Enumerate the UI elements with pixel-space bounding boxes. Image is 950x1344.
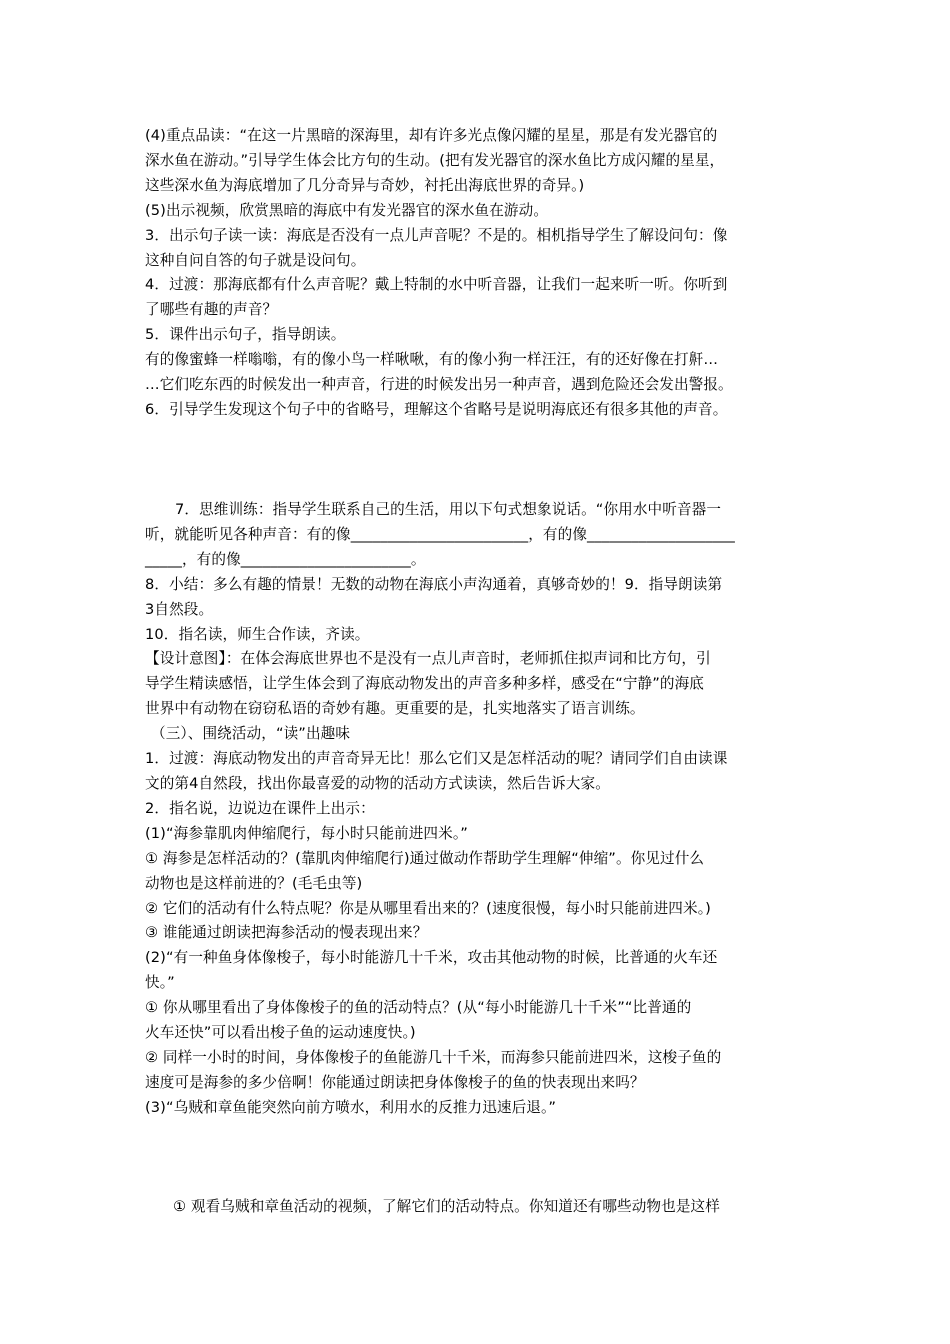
text-line: (2)“有一种鱼身体像梭子，每小时能游几十千米，攻击其他动物的时候，比普通的火车还 [145,949,718,967]
text-line: 文的第4自然段，找出你最喜爱的动物的活动方式读读，然后告诉大家。 [145,774,610,792]
text-line: (5)出示视频，欣赏黑暗的海底中有发光器官的深水鱼在游动。 [145,201,549,219]
text-line: 了哪些有趣的声音？ [145,301,278,319]
text-line: (3)“乌贼和章鱼能突然向前方喷水，利用水的反推力迅速后退。” [145,1098,557,1116]
text-line: 深水鱼在游动。”引导学生体会比方句的生动。(把有发光器官的深水鱼比方成闪耀的星星， [145,151,725,169]
text-line: _____，有的像_______________________。 [145,550,426,568]
text-line: 3．出示句子读一读：海底是否没有一点儿声音呢？不是的。相机指导学生了解设问句：像 [145,226,728,244]
text-line: (4)重点品读：“在这一片黑暗的深海里，却有许多光点像闪耀的星星，那是有发光器官的 [145,127,718,144]
text-line: 1．过渡：海底动物发出的声音奇异无比！那么它们又是怎样活动的呢？请同学们自由读课 [145,750,728,768]
text-line: …它们吃东西的时候发出一种声音，行进的时候发出另一种声音，遇到危险还会发出警报。 [145,376,733,394]
text-line: 这种自问自答的句子就是设问句。 [145,251,366,269]
text-block-1 [145,124,815,423]
text-line: 5．课件出示句子，指导朗读。 [145,326,346,344]
text-line: 火车还快”可以看出梭子鱼的运动速度快。) [145,1024,416,1042]
text-line: 有的像蜜蜂一样嗡嗡，有的像小鸟一样啾啾，有的像小狗一样汪汪，有的还好像在打鼾… [145,351,719,369]
text-line: (1)“海参靠肌肉伸缩爬行，每小时只能前进四米。” [145,824,468,842]
text-line: 动物也是这样前进的？(毛毛虫等) [145,874,363,892]
text-line: 10．指名读，师生合作读，齐读。 [145,625,370,643]
text-line: ① 你从哪里看出了身体像梭子的鱼的活动特点？(从“每小时能游几十千米”“比普通的 [145,999,692,1017]
text-line: ③ 谁能通过朗读把海参活动的慢表现出来？ [145,924,428,942]
text-line: 【设计意图】：在体会海底世界也不是没有一点儿声音时，老师抓住拟声词和比方句，引 [145,650,711,668]
text-line: 世界中有动物在窃窃私语的奇妙有趣。更重要的是，扎实地落实了语言训练。 [145,700,645,718]
text-line: 8．小结：多么有趣的情景！无数的动物在海底小声沟通着，真够奇妙的！9．指导朗读第 [145,575,723,593]
text-block-2 [145,498,815,1121]
text-line: 7．思维训练：指导学生联系自己的生活，用以下句式想象说话。“你用水中听音器一 [175,501,722,518]
text-line: 3自然段。 [145,600,214,618]
text-block-3 [145,1195,815,1220]
text-line: 4．过渡：那海底都有什么声音呢？戴上特制的水中听音器，让我们一起来听一听。你听到 [145,276,728,294]
text-line: 速度可是海参的多少倍啊！你能通过朗读把身体像梭子的鱼的快表现出来吗？ [145,1073,645,1091]
text-line: 听，就能听见各种声音：有的像________________________，有的像____________________ [145,525,735,543]
text-line: 快。” [145,974,175,992]
section-heading: （三）、围绕活动，“读”出趣味 [151,725,351,743]
text-line: ① 海参是怎样活动的？(靠肌肉伸缩爬行)通过做动作帮助学生理解“伸缩”。你见过什么 [145,849,705,867]
text-line: 导学生精读感悟，让学生体会到了海底动物发出的声音多种多样，感受在“宁静”的海底 [145,675,704,693]
text-line: 这些深水鱼为海底增加了几分奇异与奇妙，衬托出海底世界的奇异。) [145,176,585,194]
text-line: ② 它们的活动有什么特点呢？你是从哪里看出来的？(速度很慢，每小时只能前进四米。) [145,899,711,917]
text-line: 2．指名说，边说边在课件上出示： [145,799,375,817]
text-line: ① 观看乌贼和章鱼活动的视频，了解它们的活动特点。你知道还有哪些动物也是这样 [173,1198,720,1215]
text-line: ② 同样一小时的时间，身体像梭子的鱼能游几十千米，而海参只能前进四米，这梭子鱼的 [145,1048,722,1066]
text-line: 6．引导学生发现这个句子中的省略号，理解这个省略号是说明海底还有很多其他的声音。 [145,400,728,418]
